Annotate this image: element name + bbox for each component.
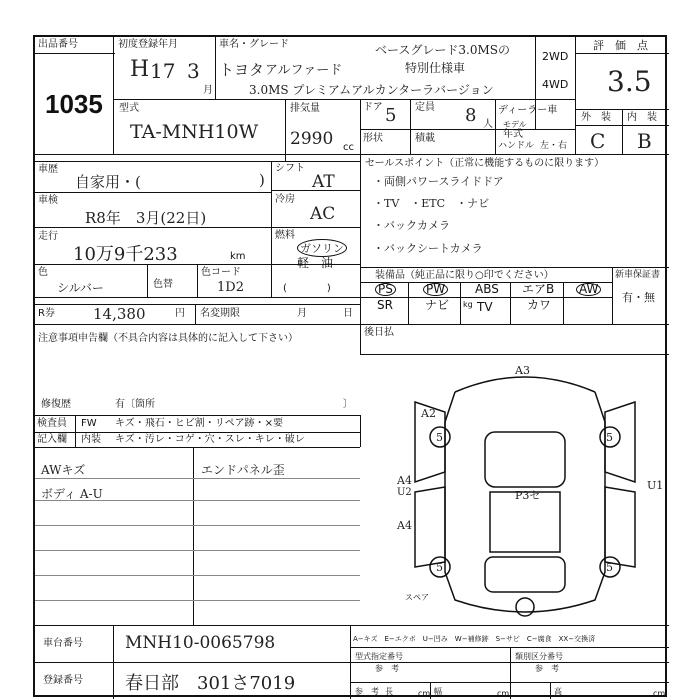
repair-value: 有〔箇所 <box>115 399 155 410</box>
width-label: 幅 <box>434 687 442 696</box>
capacity-value: 8 <box>465 105 477 126</box>
height-cm: cm <box>653 689 666 698</box>
name-grade-label: 車名・グレード <box>219 39 289 50</box>
repair-label: 修復歴 <box>41 399 71 410</box>
persons-unit: 人 <box>483 119 493 130</box>
diagram-a2: A2 <box>421 407 436 420</box>
diagram-a3: A3 <box>515 364 530 377</box>
length-label: 長 <box>385 687 393 696</box>
shift-value: AT <box>312 172 335 192</box>
color-code-value: 1D2 <box>217 280 244 295</box>
doors-label: ドア <box>363 102 383 113</box>
score-label: 評 価 点 <box>593 39 648 52</box>
tire-rr-score: 5 <box>606 561 613 574</box>
tire-rl-score: 5 <box>436 561 443 574</box>
diagram-u2: U2 <box>397 487 412 498</box>
expiry-day: 日 <box>343 308 353 319</box>
first-reg-year: 17 <box>150 59 176 83</box>
inspector-inside: 内装 <box>81 434 101 445</box>
first-reg-label: 初度登録年月 <box>118 39 178 50</box>
class-ref: 参 考 <box>535 664 559 673</box>
color-change-label: 色替 <box>153 279 173 290</box>
dealer-label: ディーラー車 <box>498 105 558 116</box>
spare-tire <box>516 598 534 616</box>
equip-airbag: エアB <box>522 282 555 296</box>
recycle-value: 14,380 <box>93 305 146 323</box>
handle-value: 左・右 <box>540 141 568 151</box>
displacement-value: 2990 <box>290 129 334 149</box>
inspector-fw: FW <box>81 418 97 429</box>
year-label: 年式 <box>503 129 523 140</box>
history-label: 車歴 <box>38 164 58 175</box>
auction-sheet <box>33 35 667 697</box>
color-label: 色 <box>38 267 48 278</box>
ac-value: AC <box>310 204 336 224</box>
reg-label: 登録番号 <box>43 675 83 686</box>
right-rear-door-outline <box>605 487 635 567</box>
equipment-title: 装備品（純正品に限り○印でください） <box>375 270 554 281</box>
model-year-label: モデル <box>503 120 527 129</box>
notes-title: 注意事項申告欄（不具合内容は具体的に記入して下さい） <box>38 333 298 344</box>
lot-label: 出品番号 <box>38 39 78 50</box>
tire-fr-score: 5 <box>606 431 613 444</box>
chassis-value: MNH10-0065798 <box>125 633 276 653</box>
type-label: 型式 <box>119 103 139 114</box>
handle-label: ハンドル <box>498 141 535 151</box>
color-code-label: 色コード <box>201 267 241 278</box>
class-label: 類別区分番号 <box>515 652 563 661</box>
entry-label: 記入欄 <box>37 434 67 445</box>
inspector-row1: キズ・飛石・ヒビ割・リペア跡・×要 <box>115 418 283 429</box>
paren-blank: ( ) <box>283 283 331 294</box>
inspector-row2: キズ・汚レ・コゲ・穴・スレ・キレ・破レ <box>115 434 305 445</box>
repair-close: 〕 <box>343 399 353 410</box>
model: アルファード <box>265 63 343 78</box>
history-close: ) <box>259 171 265 189</box>
width-cm: cm <box>497 689 510 698</box>
inspection-value: R8年 3月(22日) <box>85 209 207 227</box>
shift-label: シフト <box>275 163 305 174</box>
fuel-gasoline: ガソリン <box>297 239 347 257</box>
equip-abs: ABS <box>475 282 499 296</box>
cc-unit: cc <box>343 142 354 153</box>
equip-ps: PS <box>375 283 396 296</box>
capacity-label: 定員 <box>415 102 435 113</box>
sales-item-3: ・バックカメラ <box>373 219 450 232</box>
mileage-value: 10万9千233 <box>73 244 178 265</box>
remark-right-1: エンドパネル歪 <box>201 463 285 477</box>
sales-item-2: ・TV ・ETC ・ナビ <box>373 197 490 210</box>
diagram-a4-lower: A4 <box>397 519 412 532</box>
type-cert-ref: 参 考 <box>375 664 399 673</box>
load-label: 積載 <box>415 133 435 144</box>
diagram-u1: U1 <box>647 479 664 492</box>
damage-legend: A−キズ E−エクボ U−凹み W−補修跡 S−サビ C−腐食 XX−交換済 <box>353 635 596 643</box>
first-reg-era: H <box>130 57 150 82</box>
rear-window-outline <box>485 557 565 592</box>
km-unit: km <box>230 251 246 262</box>
tire-fl-score: 5 <box>436 431 443 444</box>
exterior-label: 外 装 <box>581 112 611 123</box>
expiry-label: 名変期限 <box>200 308 240 319</box>
interior-label: 内 装 <box>627 112 657 123</box>
equip-pw: PW <box>423 283 448 296</box>
chassis-label: 車台番号 <box>43 638 83 649</box>
score-value: 3.5 <box>607 65 652 98</box>
expiry-month: 月 <box>297 308 307 319</box>
height-label: 高 <box>554 687 562 696</box>
new-warranty-label: 新車保証書 <box>615 270 661 280</box>
maker: トヨタ <box>219 61 265 79</box>
inspection-label: 車検 <box>38 195 58 206</box>
displacement-label: 排気量 <box>290 103 320 114</box>
ac-label: 冷房 <box>275 194 295 205</box>
remark-left-1: AWキズ <box>41 463 86 477</box>
interior-grade: B <box>637 129 652 153</box>
equip-sr: SR <box>377 298 393 312</box>
spare-label: スペア <box>405 593 429 602</box>
equip-leather: カワ <box>527 298 552 312</box>
front-bumper-outline <box>455 377 595 392</box>
diagram-p3: P3セ <box>515 489 541 502</box>
mileage-label: 走行 <box>38 231 58 242</box>
grade-line2: 特別仕様車 <box>405 61 466 75</box>
reg-value: 春日部 301さ7019 <box>125 673 296 694</box>
equip-tv: TV <box>477 300 493 314</box>
type-value: TA-MNH10W <box>130 121 259 143</box>
recycle-label: R券 <box>38 308 55 319</box>
shape-label: 形状 <box>363 133 383 144</box>
sales-title: セールスポイント（正常に機能するものに限ります） <box>365 158 605 169</box>
drive-2wd: 2WD <box>542 50 569 63</box>
later-label: 後日払 <box>364 327 394 338</box>
diagram-a4-upper: A4 <box>397 474 412 487</box>
fuel-label: 燃料 <box>275 230 295 241</box>
first-reg-month: 3 <box>187 59 200 83</box>
fuel-diesel: 軽 油 <box>297 256 334 270</box>
inspector-label: 検査員 <box>37 418 67 429</box>
yen-unit: 円 <box>175 308 185 319</box>
grade-line1: ベースグレード3.0MSの <box>375 43 510 57</box>
windshield-outline <box>485 432 565 487</box>
color-value: シルバー <box>57 281 104 295</box>
size-ref: 参 考 <box>355 687 379 696</box>
length-cm: cm <box>418 689 431 698</box>
remark-left-2: ボディ A-U <box>41 487 103 501</box>
month-unit: 月 <box>203 85 213 96</box>
history-value: 自家用・( <box>75 173 141 191</box>
equip-aw: AW <box>576 283 601 296</box>
lot-number: 1035 <box>45 89 103 119</box>
equip-kg: kg <box>463 300 473 309</box>
new-warranty-value: 有・無 <box>622 291 655 304</box>
type-cert-label: 型式指定番号 <box>355 652 403 661</box>
grade-line3: 3.0MS プレミアムアルカンターラバージョン <box>249 83 494 97</box>
drive-4wd: 4WD <box>542 78 569 91</box>
left-rear-door-outline <box>415 487 445 567</box>
sales-item-1: ・両側パワースライドドア <box>373 175 504 188</box>
sales-item-4: ・バックシートカメラ <box>373 242 483 255</box>
equip-navi: ナビ <box>425 298 450 312</box>
doors-value: 5 <box>385 105 397 126</box>
exterior-grade: C <box>590 129 606 153</box>
